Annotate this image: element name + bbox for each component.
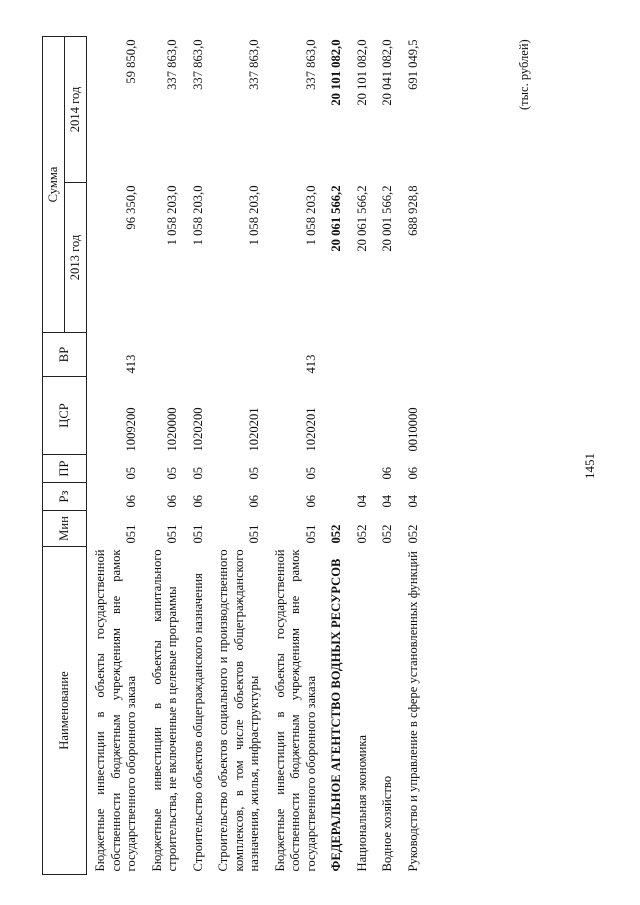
row-csr: 1009200 bbox=[124, 407, 138, 452]
row-min: 052 bbox=[329, 524, 343, 544]
header-sum: Сумма bbox=[43, 36, 65, 332]
row-min: 052 bbox=[354, 524, 369, 544]
row-pr bbox=[349, 455, 375, 483]
row-csr: 1020201 bbox=[247, 407, 261, 452]
table-row bbox=[267, 36, 324, 874]
row-name: Строительство объектов социального и производственного комплексов, в том числе объектов общегражданского назначения, жилья, инфраструктуры bbox=[216, 549, 261, 872]
table-row bbox=[144, 36, 185, 874]
table-row bbox=[400, 36, 426, 874]
row-2013: 1 058 203,0 bbox=[165, 185, 179, 246]
header-rz: Рз bbox=[43, 483, 87, 511]
row-name: Водное хозяйство bbox=[380, 775, 394, 872]
row-min: 051 bbox=[247, 524, 261, 544]
row-rz: 06 bbox=[303, 494, 318, 508]
header-vr: ВР bbox=[43, 333, 87, 377]
header-min: Мин bbox=[43, 511, 87, 547]
page-number: 1451 bbox=[582, 453, 597, 479]
row-vr bbox=[144, 333, 185, 377]
header-csr: ЦСР bbox=[43, 377, 87, 455]
row-2014: 337 863,0 bbox=[190, 39, 205, 90]
row-2014: 337 863,0 bbox=[247, 39, 261, 90]
row-pr: 05 bbox=[190, 466, 205, 480]
row-2013: 20 061 566,2 bbox=[354, 185, 369, 252]
header-pr: ПР bbox=[43, 455, 87, 483]
row-csr bbox=[349, 377, 375, 455]
row-csr bbox=[323, 377, 349, 455]
row-2014: 691 049,5 bbox=[405, 39, 420, 90]
row-vr bbox=[323, 333, 349, 377]
header-2013: 2013 год bbox=[65, 183, 87, 333]
table-row bbox=[210, 36, 267, 874]
row-rz: 06 bbox=[247, 494, 261, 508]
row-pr: 05 bbox=[247, 466, 261, 480]
row-2013: 20 061 566,2 bbox=[329, 185, 343, 252]
row-pr: 05 bbox=[165, 466, 179, 480]
header-name: Наименование bbox=[43, 547, 87, 875]
row-vr bbox=[374, 333, 400, 377]
row-rz bbox=[323, 483, 349, 511]
row-pr bbox=[323, 455, 349, 483]
row-rz: 06 bbox=[190, 494, 205, 508]
row-pr: 06 bbox=[380, 466, 394, 480]
row-2013: 688 928,8 bbox=[405, 185, 420, 236]
row-rz: 04 bbox=[405, 494, 420, 508]
row-2013: 20 001 566,2 bbox=[380, 185, 394, 252]
header-2014: 2014 год bbox=[65, 36, 87, 182]
table-row bbox=[374, 36, 400, 874]
row-pr: 05 bbox=[124, 466, 138, 480]
row-pr: 05 bbox=[303, 466, 318, 480]
row-vr: 413 bbox=[303, 354, 318, 374]
row-rz: 04 bbox=[354, 494, 369, 508]
row-2014: 337 863,0 bbox=[303, 39, 318, 90]
row-name: Бюджетные инвестиции в объекты капитального строительства, не включенные в целевые программы bbox=[149, 549, 179, 872]
row-name: Национальная экономика bbox=[354, 735, 369, 872]
budget-table bbox=[42, 36, 425, 875]
row-csr: 1020000 bbox=[165, 407, 179, 452]
row-2014: 20 041 082,0 bbox=[380, 39, 394, 106]
row-2013: 1 058 203,0 bbox=[190, 185, 205, 246]
row-rz: 06 bbox=[165, 494, 179, 508]
row-name: ФЕДЕРАЛЬНОЕ АГЕНТСТВО ВОДНЫХ РЕСУРСОВ bbox=[329, 558, 343, 872]
row-csr bbox=[374, 377, 400, 455]
row-2014: 337 863,0 bbox=[165, 39, 179, 90]
row-vr bbox=[349, 333, 375, 377]
row-vr: 413 bbox=[124, 354, 138, 374]
row-rz: 06 bbox=[124, 494, 138, 508]
row-csr: 0010000 bbox=[405, 407, 420, 452]
row-min: 052 bbox=[380, 524, 394, 544]
row-name: Бюджетные инвестиции в объекты государственной собственности бюджетным учреждениям вне рамок государственного оборонного заказа bbox=[93, 549, 138, 872]
row-vr bbox=[400, 333, 426, 377]
row-2013: 96 350,0 bbox=[124, 185, 138, 230]
row-2014: 20 101 082,0 bbox=[354, 39, 369, 106]
row-2014: 59 850,0 bbox=[124, 39, 138, 84]
row-2013: 1 058 203,0 bbox=[303, 185, 318, 246]
table-row bbox=[349, 36, 375, 874]
row-name: Строительство объектов общегражданского назначения bbox=[190, 573, 205, 872]
row-name: Руководство и управление в сфере установленных функций bbox=[405, 551, 420, 872]
row-min: 052 bbox=[405, 524, 420, 544]
row-rz: 04 bbox=[380, 494, 394, 508]
table-row bbox=[323, 36, 349, 874]
table-row bbox=[185, 36, 211, 874]
table-row bbox=[87, 36, 144, 874]
row-min: 051 bbox=[303, 524, 318, 544]
row-2014: 20 101 082,0 bbox=[329, 39, 343, 106]
row-min: 051 bbox=[124, 524, 138, 544]
row-pr: 06 bbox=[405, 466, 420, 480]
row-min: 051 bbox=[165, 524, 179, 544]
table-body bbox=[87, 36, 426, 874]
row-csr: 1020201 bbox=[303, 407, 318, 452]
row-min: 051 bbox=[190, 524, 205, 544]
row-vr bbox=[185, 333, 211, 377]
row-2013: 1 058 203,0 bbox=[247, 185, 261, 246]
row-name: Бюджетные инвестиции в объекты государственной собственности бюджетным учреждениям вне рамок государственного оборонного заказа bbox=[272, 549, 318, 872]
row-vr bbox=[210, 333, 267, 377]
row-csr: 1020200 bbox=[190, 407, 205, 452]
unit-note: (тыс. рублей) bbox=[517, 39, 531, 110]
